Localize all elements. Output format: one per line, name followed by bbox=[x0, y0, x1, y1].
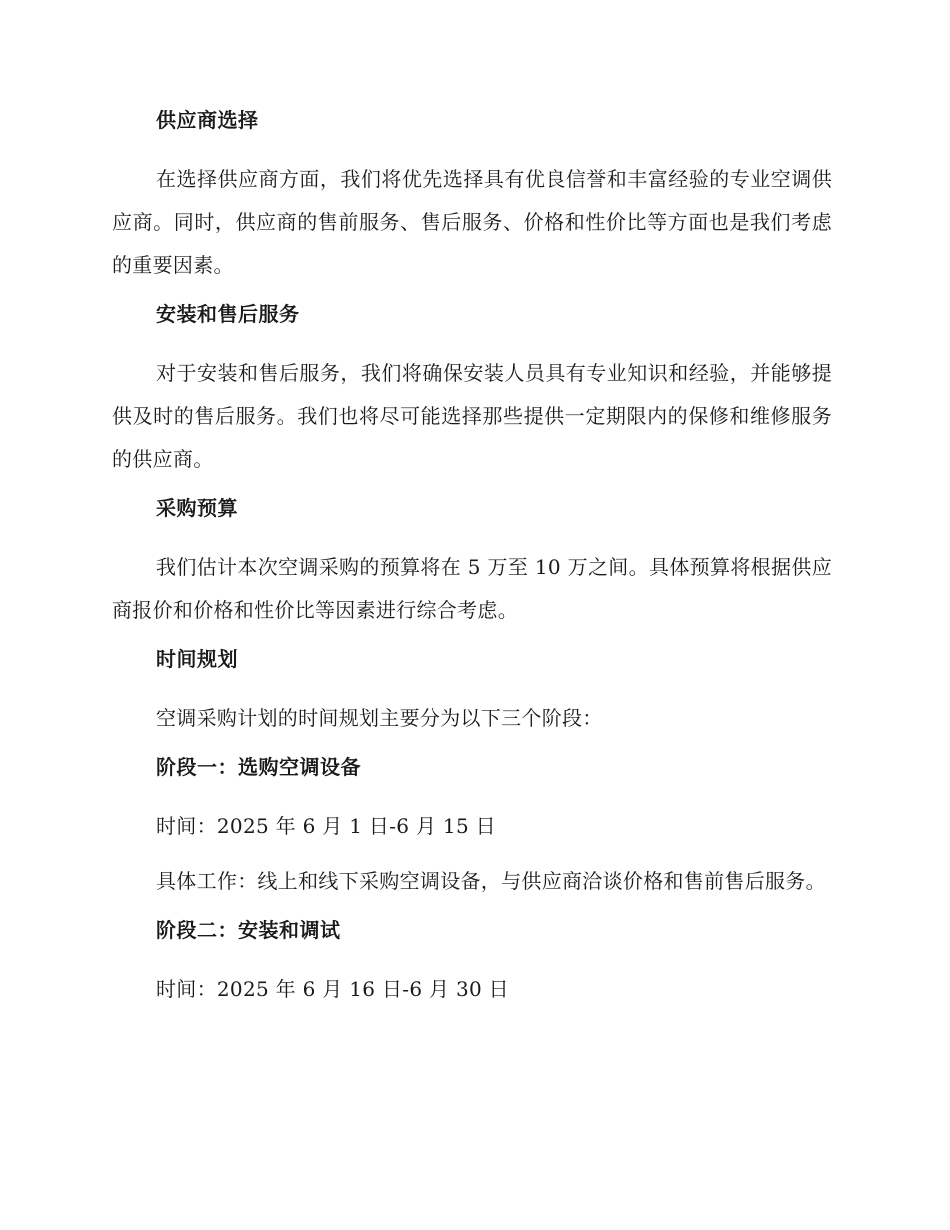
document-page bbox=[112, 105, 832, 1023]
paragraph-timeline-intro: 空调采购计划的时间规划主要分为以下三个阶段： bbox=[156, 706, 603, 730]
section-heading-phase-one: 阶段一：选购空调设备 bbox=[156, 755, 361, 779]
paragraph-phase-one-work: 具体工作：线上和线下采购空调设备，与供应商洽谈价格和售前售后服务。 bbox=[156, 869, 826, 893]
paragraph-phase-two-time: 时间：2025 年 6 月 16 日-6 月 30 日 bbox=[156, 977, 509, 1001]
paragraph-installation-service: 对于安装和售后服务，我们将确保安装人员具有专业知识和经验，并能够提供及时的售后服务。我们也将尽可能选择那些提供一定期限内的保修和维修服务的供应商。 bbox=[112, 361, 832, 471]
paragraph-budget: 我们估计本次空调采购的预算将在 5 万至 10 万之间。具体预算将根据供应商报价和价格和性价比等因素进行综合考虑。 bbox=[112, 555, 832, 622]
paragraph-phase-one-time: 时间：2025 年 6 月 1 日-6 月 15 日 bbox=[156, 814, 496, 838]
section-heading-installation-service: 安装和售后服务 bbox=[156, 302, 300, 326]
section-heading-supplier-selection: 供应商选择 bbox=[156, 108, 259, 132]
paragraph-supplier-selection: 在选择供应商方面，我们将优先选择具有优良信誉和丰富经验的专业空调供应商。同时，供应商的售前服务、售后服务、价格和性价比等方面也是我们考虑的重要因素。 bbox=[112, 167, 832, 277]
section-heading-budget: 采购预算 bbox=[156, 496, 238, 520]
section-heading-phase-two: 阶段二：安装和调试 bbox=[156, 918, 341, 942]
section-heading-timeline: 时间规划 bbox=[156, 647, 238, 671]
